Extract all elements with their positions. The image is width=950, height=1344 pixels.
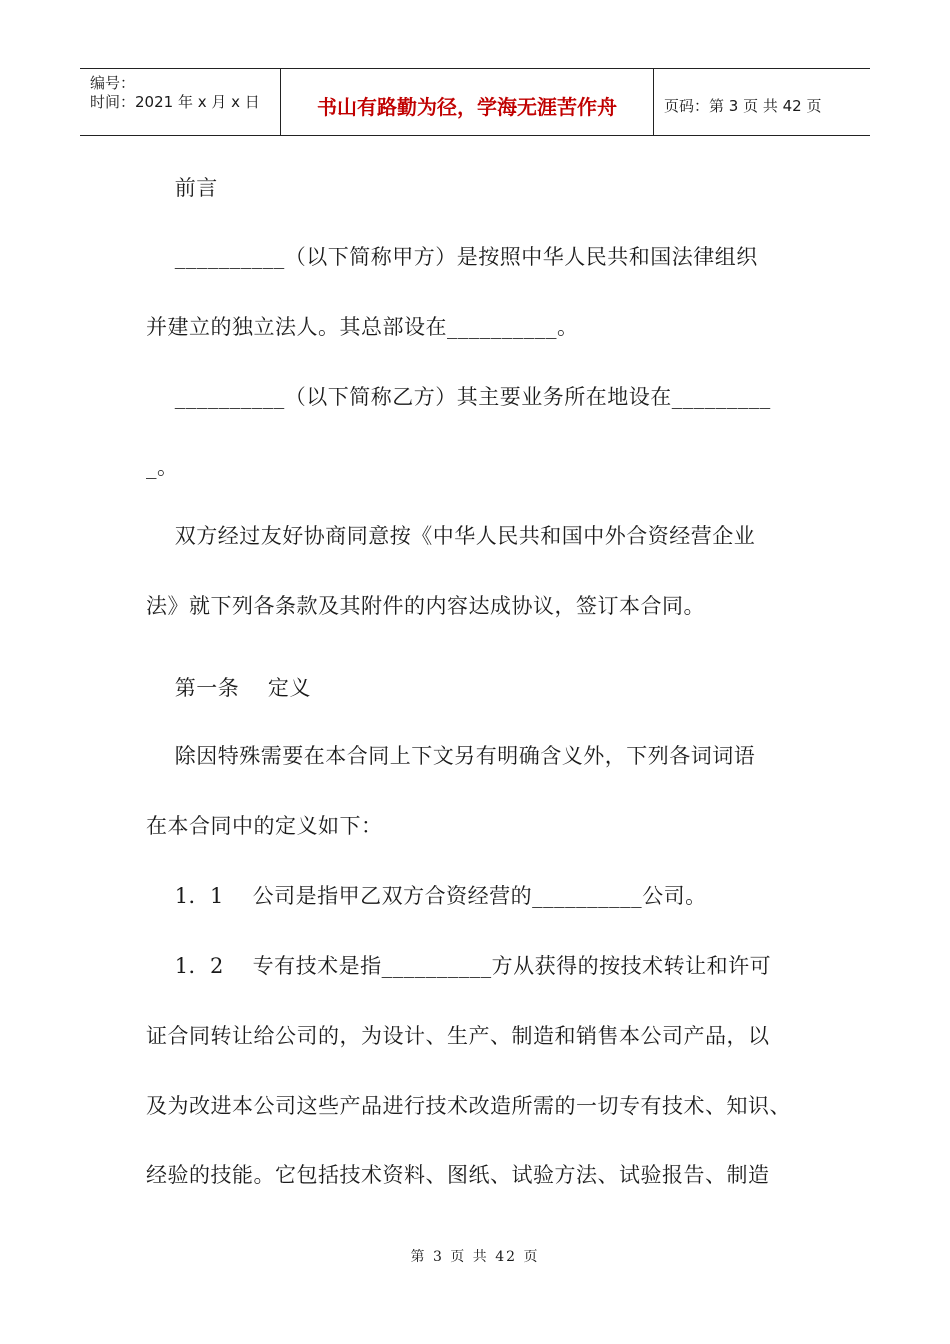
- body-line: 前言: [146, 176, 218, 200]
- document-header: [80, 68, 870, 136]
- body-line: 法》就下列各条款及其附件的内容达成协议，签订本合同。: [146, 594, 705, 618]
- article-heading: 第一条 定义: [146, 676, 311, 700]
- page-footer-number: 第 3 页 共 42 页: [410, 1249, 540, 1265]
- body-line: 证合同转让给公司的，为设计、生产、制造和销售本公司产品，以: [146, 1024, 770, 1048]
- body-line: 双方经过友好协商同意按《中华人民共和国中外合资经营企业: [146, 524, 756, 548]
- body-line: 除因特殊需要在本合同上下文另有明确含义外，下列各词词语: [146, 744, 756, 768]
- body-line: __________（以下简称乙方）其主要业务所在地设在_________: [146, 385, 771, 409]
- body-line: 经验的技能。它包括技术资料、图纸、试验方法、试验报告、制造: [146, 1163, 770, 1187]
- body-line: __________（以下简称甲方）是按照中华人民共和国法律组织: [146, 245, 758, 269]
- header-motto: 书山有路勤为径，学海无涯苦作舟: [281, 69, 654, 135]
- document-number-label: 编号：: [90, 74, 136, 92]
- header-meta-cell: [80, 69, 281, 135]
- clause-line: 1．1 公司是指甲乙双方合资经营的__________公司。: [146, 884, 707, 908]
- body-line: _。: [146, 455, 179, 479]
- header-page-code: 页码：第 3 页 共 42 页: [664, 96, 822, 115]
- body-line: 在本合同中的定义如下：: [146, 814, 383, 838]
- document-date-label: 时间：2021 年 x 月 x 日: [90, 93, 260, 111]
- clause-line: 1．2 专有技术是指__________方从获得的按技术转让和许可: [146, 954, 772, 978]
- body-line: 并建立的独立法人。其总部设在__________。: [146, 315, 579, 339]
- body-line: 及为改进本公司这些产品进行技术改造所需的一切专有技术、知识、: [146, 1094, 791, 1118]
